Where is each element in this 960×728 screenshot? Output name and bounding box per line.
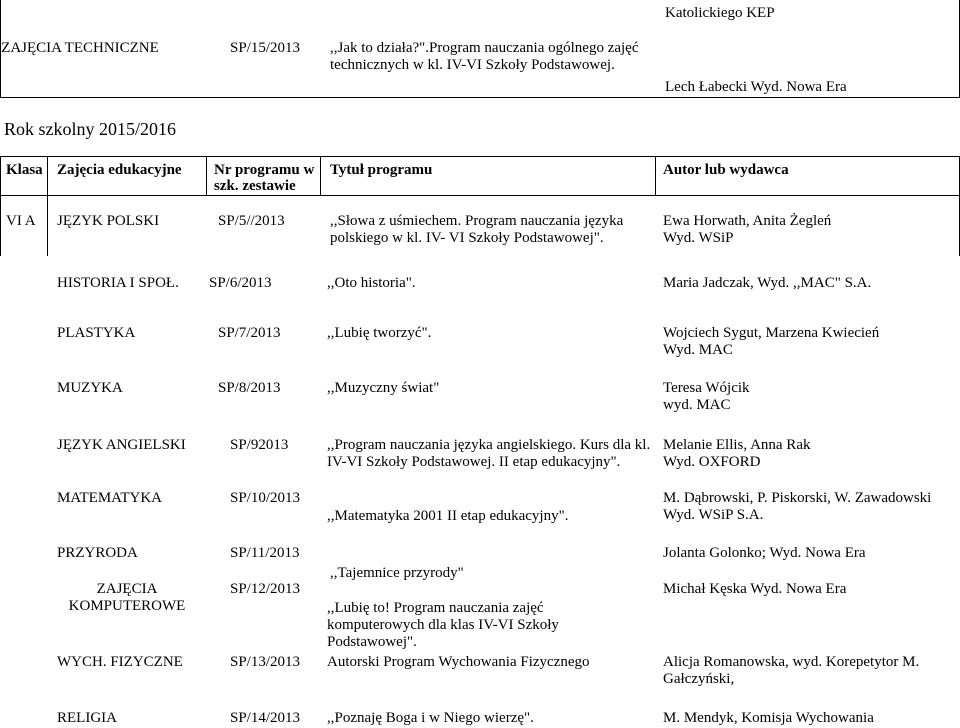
table-border	[47, 156, 48, 256]
row-program-nr: SP/8/2013	[218, 380, 281, 396]
table-border	[320, 156, 321, 196]
header-zajecia: Zajęcia edukacyjne	[57, 162, 182, 178]
row-subject: HISTORIA I SPOŁ.	[57, 275, 179, 291]
row-program-nr: SP/10/2013	[230, 490, 301, 506]
row-author: Jolanta Golonko; Wyd. Nowa Era	[663, 545, 866, 561]
row-subject: WYCH. FIZYCZNE	[57, 654, 183, 670]
row-subject: MATEMATYKA	[57, 490, 162, 506]
row-author: Wojciech Sygut, Marzena Kwiecień Wyd. MAC	[663, 325, 880, 358]
row-subject: RELIGIA	[57, 710, 117, 726]
table-border	[655, 156, 656, 196]
top-program-nr: SP/15/2013	[230, 40, 301, 56]
header-tytul: Tytuł programu	[330, 162, 433, 178]
row-author: Melanie Ellis, Anna Rak Wyd. OXFORD	[663, 437, 811, 470]
row-title: ,,Lubię to! Program nauczania zajęć komputerowych dla klas IV-VI Szkoły Podstawowej".	[327, 600, 559, 650]
row-program-nr: SP/7/2013	[218, 325, 281, 341]
header-nr: Nr programu w szk. zestawie	[214, 162, 315, 194]
row-subject: MUZYKA	[57, 380, 123, 396]
table-border	[0, 156, 1, 256]
top-title: ,,Jak to działa?".Program nauczania ogólnego zajęć technicznych w kl. IV-VI Szkoły Podstawowej.	[330, 40, 639, 73]
row-title: ,,Słowa z uśmiechem. Program nauczania języka polskiego w kl. IV- VI Szkoły Podstawowej".	[330, 213, 624, 246]
row-title: ,,Matematyka 2001 II etap edukacyjny".	[327, 508, 569, 524]
row-program-nr: SP/14/2013	[230, 710, 301, 726]
top-subject: ZAJĘCIA TECHNICZNE	[1, 40, 159, 56]
row-program-nr: SP/92013	[230, 437, 289, 453]
table-border	[0, 97, 960, 98]
row-title: Autorski Program Wychowania Fizycznego	[327, 654, 590, 670]
row-subject: JĘZYK POLSKI	[57, 213, 160, 229]
row-author: Teresa Wójcik wyd. MAC	[663, 380, 750, 413]
table-border	[0, 195, 960, 196]
row-author: Alicja Romanowska, wyd. Korepetytor M. Gałczyński,	[663, 654, 920, 687]
row-title: ,,Tajemnice przyrody"	[330, 565, 464, 581]
row-title: ,,Muzyczny świat"	[327, 380, 440, 396]
row-program-nr: SP/5//2013	[218, 213, 285, 229]
row-author: Maria Jadczak, Wyd. ,,MAC" S.A.	[663, 275, 872, 291]
row-program-nr: SP/6/2013	[209, 275, 272, 291]
row-author: Michał Kęska Wyd. Nowa Era	[663, 581, 847, 597]
klasa-value: VI A	[6, 213, 36, 229]
header-autor: Autor lub wydawca	[663, 162, 789, 178]
year-heading: Rok szkolny 2015/2016	[4, 119, 177, 139]
row-author: M. Mendyk, Komisja Wychowania	[663, 710, 874, 726]
row-program-nr: SP/12/2013	[230, 581, 301, 597]
table-border	[0, 156, 960, 157]
top-author-line2: Lech Łabecki Wyd. Nowa Era	[665, 79, 847, 95]
row-subject: PLASTYKA	[57, 325, 136, 341]
row-title: ,,Oto historia".	[327, 275, 416, 291]
row-program-nr: SP/11/2013	[230, 545, 300, 561]
row-title: ,,Poznaję Boga i w Niego wierzę".	[327, 710, 534, 726]
row-subject: ZAJĘCIA KOMPUTEROWE	[68, 581, 186, 614]
row-title: ,,Lubię tworzyć".	[327, 325, 432, 341]
row-subject: PRZYRODA	[57, 545, 138, 561]
row-subject: JĘZYK ANGIELSKI	[57, 437, 186, 453]
top-author-line1: Katolickiego KEP	[665, 5, 775, 21]
row-program-nr: SP/13/2013	[230, 654, 301, 670]
row-author: Ewa Horwath, Anita Żegleń Wyd. WSiP	[663, 213, 832, 246]
row-title: ,,Program nauczania języka angielskiego. Kurs dla kl. IV-VI Szkoły Podstawowej. II etap edukacyjny".	[327, 437, 651, 470]
table-border	[206, 156, 207, 196]
row-author: M. Dąbrowski, P. Piskorski, W. Zawadowski Wyd. WSiP S.A.	[663, 490, 932, 523]
header-klasa: Klasa	[6, 162, 43, 178]
